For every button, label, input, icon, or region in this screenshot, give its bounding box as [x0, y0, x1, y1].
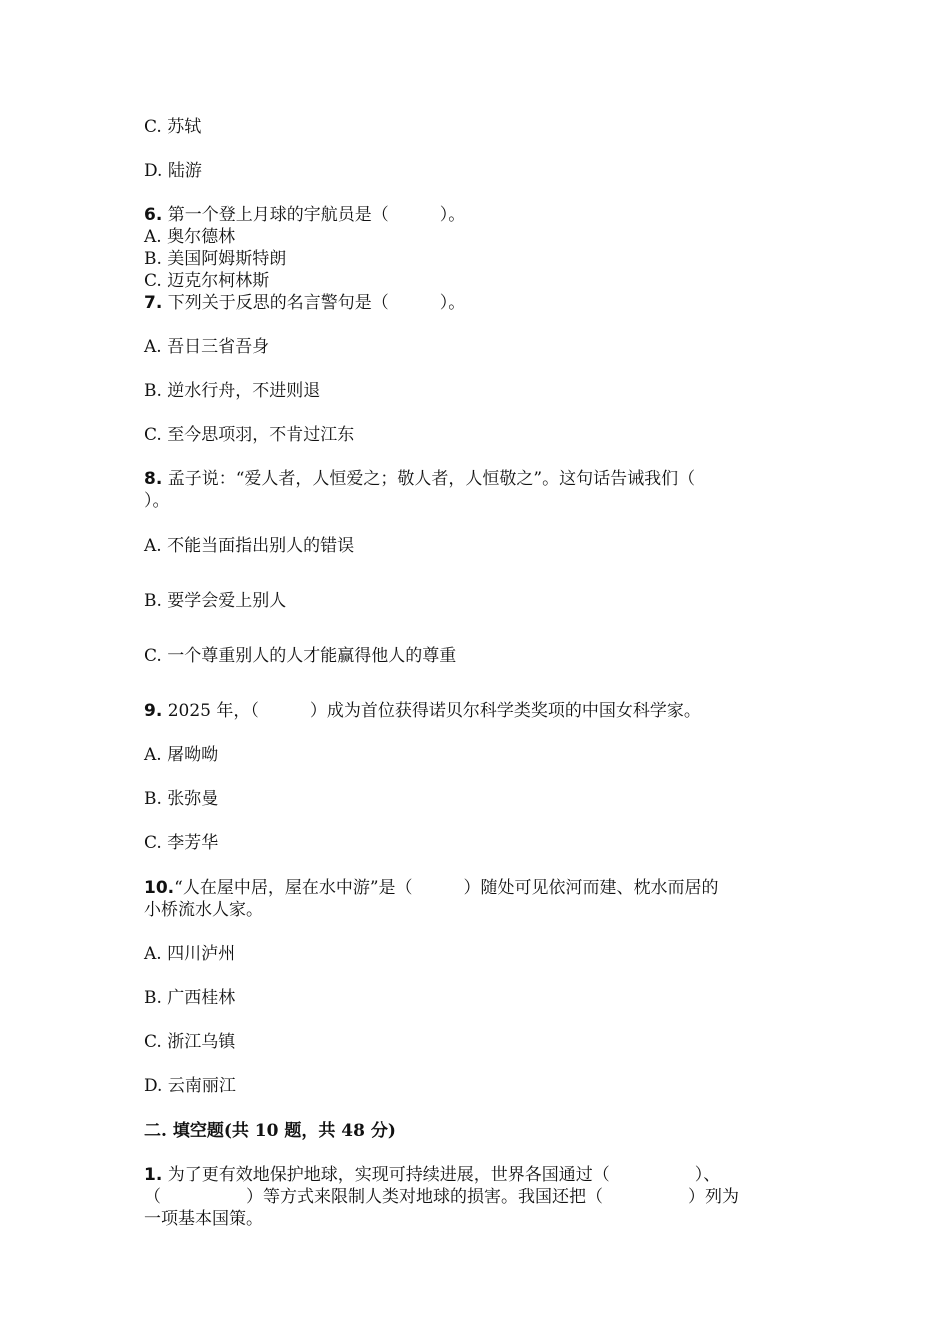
q9-option-b: B. 张弥曼 [144, 789, 219, 809]
q6-stem [144, 204, 465, 226]
q8-stem [144, 468, 695, 490]
q8-option-a: A. 不能当面指出别人的错误 [144, 536, 355, 556]
q5-option-c: C. 苏轼 [144, 117, 202, 137]
q7-stem-text: 下列关于反思的名言警句是（ ）。 [167, 293, 466, 313]
section-heading-fill-in: 二. 填空题(共 10 题，共 48 分) [144, 1121, 396, 1141]
q8-stem-text-line2: ）。 [144, 491, 170, 511]
q9-option-a: A. 屠呦呦 [144, 745, 219, 765]
q8-option-c: C. 一个尊重别人的人才能赢得他人的尊重 [144, 646, 457, 666]
q8-option-b: B. 要学会爱上别人 [144, 591, 287, 611]
q6-option-b: B. 美国阿姆斯特朗 [144, 249, 287, 269]
q7-option-b: B. 逆水行舟，不进则退 [144, 381, 321, 401]
q10-number: 10. [144, 878, 175, 898]
q6-number: 6. [144, 205, 163, 225]
q9-stem-text: 2025 年，（ ）成为首位获得诺贝尔科学类奖项的中国女科学家。 [167, 701, 701, 721]
q10-option-d: D. 云南丽江 [144, 1076, 236, 1096]
q7-stem [144, 292, 465, 314]
q9-option-c: C. 李芳华 [144, 833, 219, 853]
q6-stem-text: 第一个登上月球的宇航员是（ ）。 [167, 205, 466, 225]
fill1-text-line1: 为了更有效地保护地球，实现可持续进展，世界各国通过（ ）、 [167, 1165, 721, 1185]
q10-stem-text-line2: 小桥流水人家。 [144, 900, 263, 920]
fill1-text-line2: （ ）等方式来限制人类对地球的损害。我国还把（ ）列为 [144, 1187, 739, 1207]
q10-stem-text-line1: “人在屋中居，屋在水中游”是（ ）随处可见依河而建、枕水而居的 [174, 878, 719, 898]
q7-option-a: A. 吾日三省吾身 [144, 337, 270, 357]
q6-option-a: A. 奥尔德林 [144, 227, 236, 247]
q10-stem [144, 877, 719, 899]
q6-option-c: C. 迈克尔柯林斯 [144, 271, 270, 291]
q7-option-c: C. 至今思项羽，不肯过江东 [144, 425, 355, 445]
q9-stem [144, 700, 701, 722]
q9-number: 9. [144, 701, 163, 721]
fill1-line1 [144, 1164, 720, 1186]
q8-stem-text-line1: 孟子说：“爱人者，人恒爱之；敬人者，人恒敬之”。这句话告诫我们（ [167, 469, 696, 489]
q10-option-c: C. 浙江乌镇 [144, 1032, 236, 1052]
q7-number: 7. [144, 293, 163, 313]
q8-number: 8. [144, 469, 163, 489]
fill1-text-line3: 一项基本国策。 [144, 1209, 263, 1229]
fill1-number: 1. [144, 1165, 163, 1185]
q10-option-a: A. 四川泸州 [144, 944, 236, 964]
q5-option-d: D. 陆游 [144, 161, 202, 181]
q10-option-b: B. 广西桂林 [144, 988, 236, 1008]
